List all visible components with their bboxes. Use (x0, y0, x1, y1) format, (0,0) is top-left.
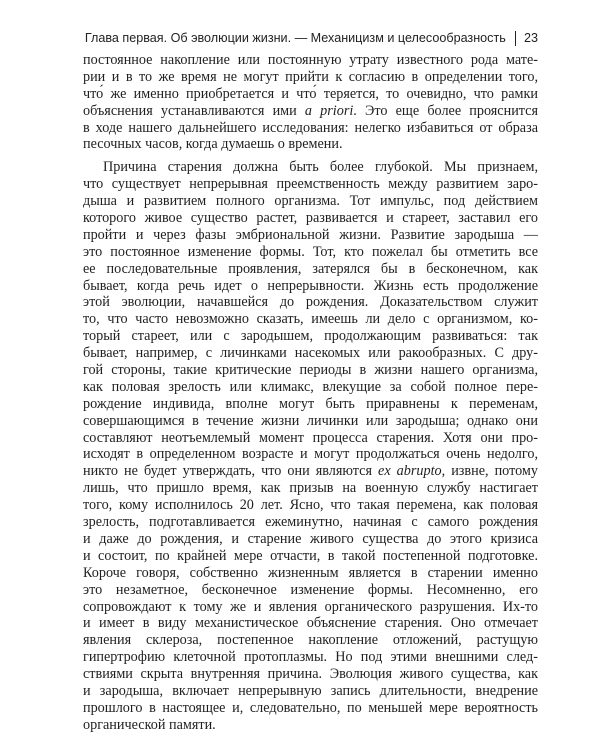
text-line: совершающимся в течение жизни личинки или зародыша; однако они (83, 412, 538, 429)
text-line: постоянное накопление или постоянную утрату известного рода мате- (83, 52, 538, 68)
text-line: рии и в то же время не могут прийти к согласию в определении того, (83, 68, 538, 85)
text-line: это незаметное, бесконечное изменение формы. Несомненно, его (83, 581, 538, 598)
page-number: 23 (523, 31, 538, 45)
text-line: и зародыша, включает непрерывную запись длительности, внедрение (83, 682, 538, 699)
text-line: лишь, что пришло время, как призыв на военную службу настигает (83, 480, 538, 497)
italic-term: a priori (304, 102, 354, 119)
text-line: ствиями скрыта внутренняя причина. Эволюция живого существа, как (83, 666, 538, 683)
text-line: что́ же именно приобретается и что́ теряется, то очевидно, что рамки (83, 85, 538, 102)
text-line: и имеет в виду механистическое объяснение старения. Оно отмечает (83, 615, 538, 632)
text-line: сопровождают к тому же и явления органического разрушения. Их-то (83, 598, 538, 615)
running-head-separator (515, 31, 516, 46)
text-line: того, кому исполнилось 20 лет. Ясно, что такая перемена, как половая (83, 497, 538, 514)
text-line: рождение индивида, вполне могут быть приравнены к переменам, (83, 395, 538, 412)
text-line: то, что часто невозможно сказать, имеешь ли дело с организмом, ко- (83, 311, 538, 328)
text-line: это постоянное изменение формы. Тот, кто пожелал бы отметить все (83, 243, 538, 260)
text-line: прошлого в настоящее и, следовательно, по меньшей мере вероятность (83, 699, 538, 716)
text-line: явления склероза, постепенное накопление отложений, растущую (83, 632, 538, 649)
text-line: никто не будет утверждать, что они являются ex abrupto, извне, потому (83, 463, 538, 480)
running-head-title: Глава первая. Об эволюции жизни. — Механицизм и целесообразность (84, 31, 506, 45)
text-line: органической памяти. (83, 716, 216, 733)
text-line: торый стареет, или с зародышем, продолжающим развиваться: так (83, 328, 538, 345)
text-line: дыша и развитием полного организма. Тот импульс, под действием (83, 193, 538, 210)
body-text (83, 52, 538, 734)
text-line: этой эволюции, начавшейся до рождения. Доказательством служит (83, 294, 538, 311)
text-line: гипертрофию клеточной протоплазмы. Но под этими внешними след- (83, 649, 538, 666)
text-line: и даже до рождения, и старение живого существа до этого кризиса (83, 530, 538, 547)
italic-term: ex abrupto (378, 463, 442, 480)
text-line: Причина старения должна быть более глубокой. Мы признаем, (103, 159, 538, 176)
text-line: в ходе нашего дальнейшего исследования: нелегко избавиться от образа (83, 119, 538, 136)
text-line: объяснения устанавливаются ими a priori. Это еще более прояснится (83, 102, 538, 119)
text-line: зрелость, подготавливается ежеминутно, начиная с самого рождения (83, 514, 538, 531)
text-line: бывает, когда речь идет о непрерывности. Жизнь есть продолжение (83, 277, 538, 294)
text-line: пройти и через фазы эмбриональной жизни. Развитие зародыша — (83, 226, 538, 243)
text-line: ее последовательные проявления, затерялся бы в бесконечном, как (83, 260, 538, 277)
text-line: и состоит, по крайней мере отчасти, в такой постепенной подготовке. (83, 547, 538, 564)
text-line: гой стороны, такие критические периоды в жизни нашего организма, (83, 362, 538, 379)
text-line: бывает, например, с личинками насекомых или ракообразных. С дру- (83, 345, 538, 362)
text-line: что существует непрерывная преемственность между развитием заро- (83, 176, 538, 193)
text-line: составляют неотъемлемый момент процесса старения. Хотя они про- (83, 429, 538, 446)
text-line: Короче говоря, собственно жизненным является в старении именно (83, 564, 538, 581)
running-head (60, 27, 538, 49)
text-line: исходят в определенном возрасте и могут продолжаться очень недолго, (83, 446, 538, 463)
text-line: песочных часов, когда думаешь о времени. (83, 136, 343, 153)
text-line: как половая зрелость или климакс, влекущие за собой полное пере- (83, 378, 538, 395)
text-line: которого живое существо растет, развивается и стареет, заставил его (83, 210, 538, 227)
